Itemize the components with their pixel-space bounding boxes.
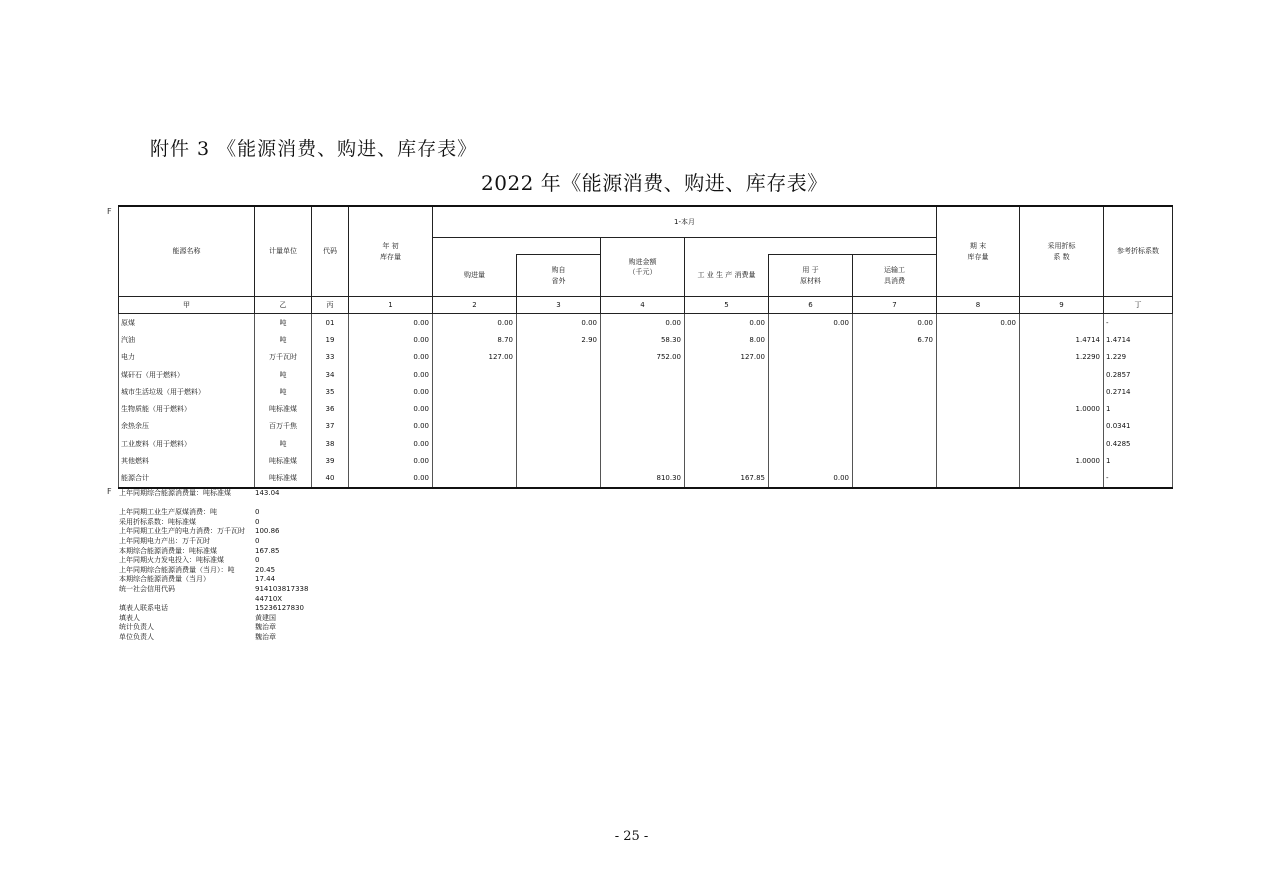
cell-code: 34	[312, 366, 349, 383]
note-row	[119, 566, 310, 576]
cell-c8	[937, 331, 1020, 348]
cell-c6: 0.00	[769, 314, 853, 332]
cell-ref: -	[1104, 314, 1173, 332]
index-cell: 7	[853, 297, 937, 314]
cell-code: 01	[312, 314, 349, 332]
cell-c9: 1.2290	[1020, 349, 1104, 366]
note-label: 上年同期综合能源消费量：吨标准煤	[119, 489, 231, 497]
cell-unit: 吨标准煤	[255, 470, 312, 488]
cell-name: 电力	[119, 349, 255, 366]
note-row	[119, 604, 310, 614]
cell-c9	[1020, 314, 1104, 332]
cell-unit: 吨	[255, 331, 312, 348]
attachment-label: 附件 3 《能源消费、购进、库存表》	[150, 138, 478, 160]
cell-ref: 1.4714	[1104, 331, 1173, 348]
cell-code: 35	[312, 383, 349, 400]
cell-c7	[853, 349, 937, 366]
table-row	[119, 383, 1173, 400]
cell-c4: 0.00	[601, 314, 685, 332]
index-cell: 5	[685, 297, 769, 314]
cell-c7	[853, 435, 937, 452]
cell-c9	[1020, 470, 1104, 488]
cell-c2	[433, 470, 517, 488]
index-cell: 2	[433, 297, 517, 314]
cell-ref: -	[1104, 470, 1173, 488]
cell-c2: 8.70	[433, 331, 517, 348]
header-unit: 计量单位	[255, 206, 312, 297]
cell-c3	[517, 470, 601, 488]
cell-c4	[601, 418, 685, 435]
cell-c8	[937, 418, 1020, 435]
cell-name: 能源合计	[119, 470, 255, 488]
header-purchase-group	[433, 238, 601, 255]
header-reference-coefficient: 参考折标系数	[1104, 206, 1173, 297]
cell-ref: 1	[1104, 452, 1173, 469]
cell-c7	[853, 366, 937, 383]
supplementary-notes	[119, 489, 310, 643]
cell-c2	[433, 366, 517, 383]
cell-c7	[853, 383, 937, 400]
index-cell: 9	[1020, 297, 1104, 314]
index-cell: 8	[937, 297, 1020, 314]
edge-mark-bottom: F	[107, 487, 112, 496]
note-value: 15236127830	[255, 604, 304, 613]
note-label	[119, 499, 255, 509]
cell-code: 39	[312, 452, 349, 469]
index-cell: 乙	[255, 297, 312, 314]
note-row	[119, 633, 310, 643]
header-purchase-amount: 购进金额 （千元）	[601, 238, 685, 297]
cell-c1: 0.00	[349, 314, 433, 332]
header-name: 能源名称	[119, 206, 255, 297]
cell-c6	[769, 418, 853, 435]
note-value: 0	[255, 508, 260, 517]
cell-c3	[517, 366, 601, 383]
note-row	[119, 527, 310, 537]
table-body	[119, 314, 1173, 488]
cell-c1: 0.00	[349, 366, 433, 383]
cell-c1: 0.00	[349, 470, 433, 488]
cell-c6	[769, 383, 853, 400]
note-value: 魏治章	[255, 632, 276, 641]
cell-c8	[937, 452, 1020, 469]
cell-c5: 127.00	[685, 349, 769, 366]
cell-c1: 0.00	[349, 400, 433, 417]
index-cell: 6	[769, 297, 853, 314]
index-cell: 4	[601, 297, 685, 314]
note-row	[119, 575, 310, 585]
index-cell: 甲	[119, 297, 255, 314]
note-label: 上年同期电力产出：万千瓦时	[119, 536, 210, 545]
note-value	[255, 499, 310, 509]
header-opening-stock: 年 初 库存量	[349, 206, 433, 297]
cell-c6	[769, 366, 853, 383]
note-row	[119, 547, 310, 557]
cell-c6	[769, 400, 853, 417]
table-row	[119, 435, 1173, 452]
page-number: - 25 -	[614, 829, 649, 844]
cell-c4	[601, 366, 685, 383]
cell-c3: 0.00	[517, 314, 601, 332]
cell-name: 煤矸石（用于燃料）	[119, 366, 255, 383]
cell-c9: 1.0000	[1020, 400, 1104, 417]
cell-c5	[685, 400, 769, 417]
cell-ref: 0.2714	[1104, 383, 1173, 400]
cell-c6	[769, 349, 853, 366]
note-label: 填表人	[119, 613, 140, 622]
note-value: 17.44	[255, 575, 276, 584]
cell-unit: 万千瓦时	[255, 349, 312, 366]
cell-ref: 0.2857	[1104, 366, 1173, 383]
cell-c7: 6.70	[853, 331, 937, 348]
cell-c5	[685, 418, 769, 435]
cell-c8	[937, 366, 1020, 383]
cell-c9	[1020, 383, 1104, 400]
cell-ref: 0.0341	[1104, 418, 1173, 435]
cell-c2: 0.00	[433, 314, 517, 332]
cell-c4	[601, 435, 685, 452]
cell-c4	[601, 400, 685, 417]
cell-c2	[433, 400, 517, 417]
note-value: 167.85	[255, 546, 280, 555]
cell-c6	[769, 331, 853, 348]
table-row	[119, 400, 1173, 417]
note-row	[119, 499, 310, 509]
cell-c4: 752.00	[601, 349, 685, 366]
cell-c2	[433, 452, 517, 469]
cell-unit: 百万千焦	[255, 418, 312, 435]
note-row	[119, 489, 310, 499]
note-value: 黄建国	[255, 613, 276, 622]
note-row	[119, 585, 310, 604]
table-row	[119, 470, 1173, 488]
note-label: 采用折标系数：吨标准煤	[119, 517, 196, 526]
header-purchase-qty: 购进量	[433, 255, 517, 297]
table-row	[119, 452, 1173, 469]
note-row	[119, 556, 310, 566]
cell-c7	[853, 452, 937, 469]
cell-ref: 1	[1104, 400, 1173, 417]
cell-c5: 0.00	[685, 314, 769, 332]
note-row	[119, 623, 310, 633]
cell-c9: 1.4714	[1020, 331, 1104, 348]
cell-name: 汽油	[119, 331, 255, 348]
cell-name: 其他燃料	[119, 452, 255, 469]
cell-c3	[517, 418, 601, 435]
cell-c9	[1020, 366, 1104, 383]
cell-c6	[769, 452, 853, 469]
note-row	[119, 518, 310, 528]
note-label: 统计负责人	[119, 623, 154, 632]
cell-c8	[937, 349, 1020, 366]
note-label: 上年同期工业生产的电力消费：万千瓦时	[119, 527, 245, 536]
cell-ref: 1.229	[1104, 349, 1173, 366]
cell-unit: 吨标准煤	[255, 452, 312, 469]
cell-unit: 吨	[255, 383, 312, 400]
cell-code: 36	[312, 400, 349, 417]
cell-c8	[937, 400, 1020, 417]
cell-c3	[517, 349, 601, 366]
cell-c8	[937, 383, 1020, 400]
cell-c2: 127.00	[433, 349, 517, 366]
cell-c4: 810.30	[601, 470, 685, 488]
header-transport: 运输工 具消费	[853, 255, 937, 297]
table-row	[119, 331, 1173, 348]
note-label: 上年同期综合能源消费量（当月）：吨	[119, 565, 235, 574]
cell-c3	[517, 452, 601, 469]
note-label: 本期综合能源消费量：吨标准煤	[119, 546, 217, 555]
cell-name: 余热余压	[119, 418, 255, 435]
cell-c9	[1020, 435, 1104, 452]
edge-mark-top: F	[107, 207, 112, 216]
note-label: 上年同期工业生产原煤消费：吨	[119, 508, 217, 517]
cell-c1: 0.00	[349, 418, 433, 435]
cell-c4: 58.30	[601, 331, 685, 348]
cell-c2	[433, 435, 517, 452]
cell-code: 19	[312, 331, 349, 348]
cell-code: 40	[312, 470, 349, 488]
cell-ref: 0.4285	[1104, 435, 1173, 452]
table-row	[119, 349, 1173, 366]
cell-c7	[853, 470, 937, 488]
cell-c6	[769, 435, 853, 452]
index-cell: 丁	[1104, 297, 1173, 314]
cell-unit: 吨标准煤	[255, 400, 312, 417]
table-row	[119, 366, 1173, 383]
cell-c5	[685, 435, 769, 452]
header-period: 1-本月	[433, 206, 937, 238]
cell-unit: 吨	[255, 366, 312, 383]
cell-c3	[517, 400, 601, 417]
cell-c7	[853, 418, 937, 435]
cell-c7	[853, 400, 937, 417]
header-coefficient: 采用折标 系 数	[1020, 206, 1104, 297]
cell-c4	[601, 452, 685, 469]
note-row	[119, 614, 310, 624]
cell-c3	[517, 383, 601, 400]
cell-name: 城市生活垃圾（用于燃料）	[119, 383, 255, 400]
cell-c3	[517, 435, 601, 452]
header-closing-stock: 期 末 库存量	[937, 206, 1020, 297]
cell-c2	[433, 418, 517, 435]
cell-c6: 0.00	[769, 470, 853, 488]
cell-c1: 0.00	[349, 435, 433, 452]
note-label: 统一社会信用代码	[119, 584, 175, 593]
note-label: 本期综合能源消费量（当月）	[119, 575, 210, 584]
cell-c1: 0.00	[349, 452, 433, 469]
energy-table	[118, 205, 1173, 489]
cell-c9	[1020, 418, 1104, 435]
index-cell: 丙	[312, 297, 349, 314]
cell-name: 原煤	[119, 314, 255, 332]
cell-name: 工业废料（用于燃料）	[119, 435, 255, 452]
cell-c8: 0.00	[937, 314, 1020, 332]
cell-c1: 0.00	[349, 383, 433, 400]
cell-code: 37	[312, 418, 349, 435]
note-value: 91410381733844710X	[255, 584, 309, 603]
index-cell: 1	[349, 297, 433, 314]
cell-c2	[433, 383, 517, 400]
note-label: 上年同期火力发电投入：吨标准煤	[119, 556, 224, 565]
cell-unit: 吨	[255, 314, 312, 332]
header-consumption-group	[685, 238, 937, 255]
note-value: 100.86	[255, 527, 280, 536]
note-value: 魏治章	[255, 623, 276, 632]
cell-c7: 0.00	[853, 314, 937, 332]
header-purchase-outside: 购自 省外	[517, 255, 601, 297]
index-cell: 3	[517, 297, 601, 314]
cell-c4	[601, 383, 685, 400]
note-value: 143.04	[255, 489, 280, 497]
note-value: 0	[255, 536, 260, 545]
header-industrial-consumption: 工 业 生 产 消费量	[685, 255, 769, 297]
cell-c5: 167.85	[685, 470, 769, 488]
note-row	[119, 537, 310, 547]
cell-c5	[685, 452, 769, 469]
table-title: 2022 年《能源消费、购进、库存表》	[481, 171, 828, 195]
note-row	[119, 508, 310, 518]
note-label: 单位负责人	[119, 632, 154, 641]
table-row	[119, 314, 1173, 332]
cell-c8	[937, 435, 1020, 452]
note-label: 填表人联系电话	[119, 604, 168, 613]
cell-code: 33	[312, 349, 349, 366]
note-value: 20.45	[255, 565, 276, 574]
header-raw-material: 用 于 原材料	[769, 255, 853, 297]
cell-c8	[937, 470, 1020, 488]
note-value: 0	[255, 517, 260, 526]
cell-c1: 0.00	[349, 331, 433, 348]
note-value: 0	[255, 556, 260, 565]
cell-c5	[685, 383, 769, 400]
cell-name: 生物质能（用于燃料）	[119, 400, 255, 417]
cell-c1: 0.00	[349, 349, 433, 366]
cell-c3: 2.90	[517, 331, 601, 348]
table-row	[119, 418, 1173, 435]
cell-unit: 吨	[255, 435, 312, 452]
cell-c9: 1.0000	[1020, 452, 1104, 469]
header-code: 代码	[312, 206, 349, 297]
cell-c5: 8.00	[685, 331, 769, 348]
cell-code: 38	[312, 435, 349, 452]
cell-c5	[685, 366, 769, 383]
